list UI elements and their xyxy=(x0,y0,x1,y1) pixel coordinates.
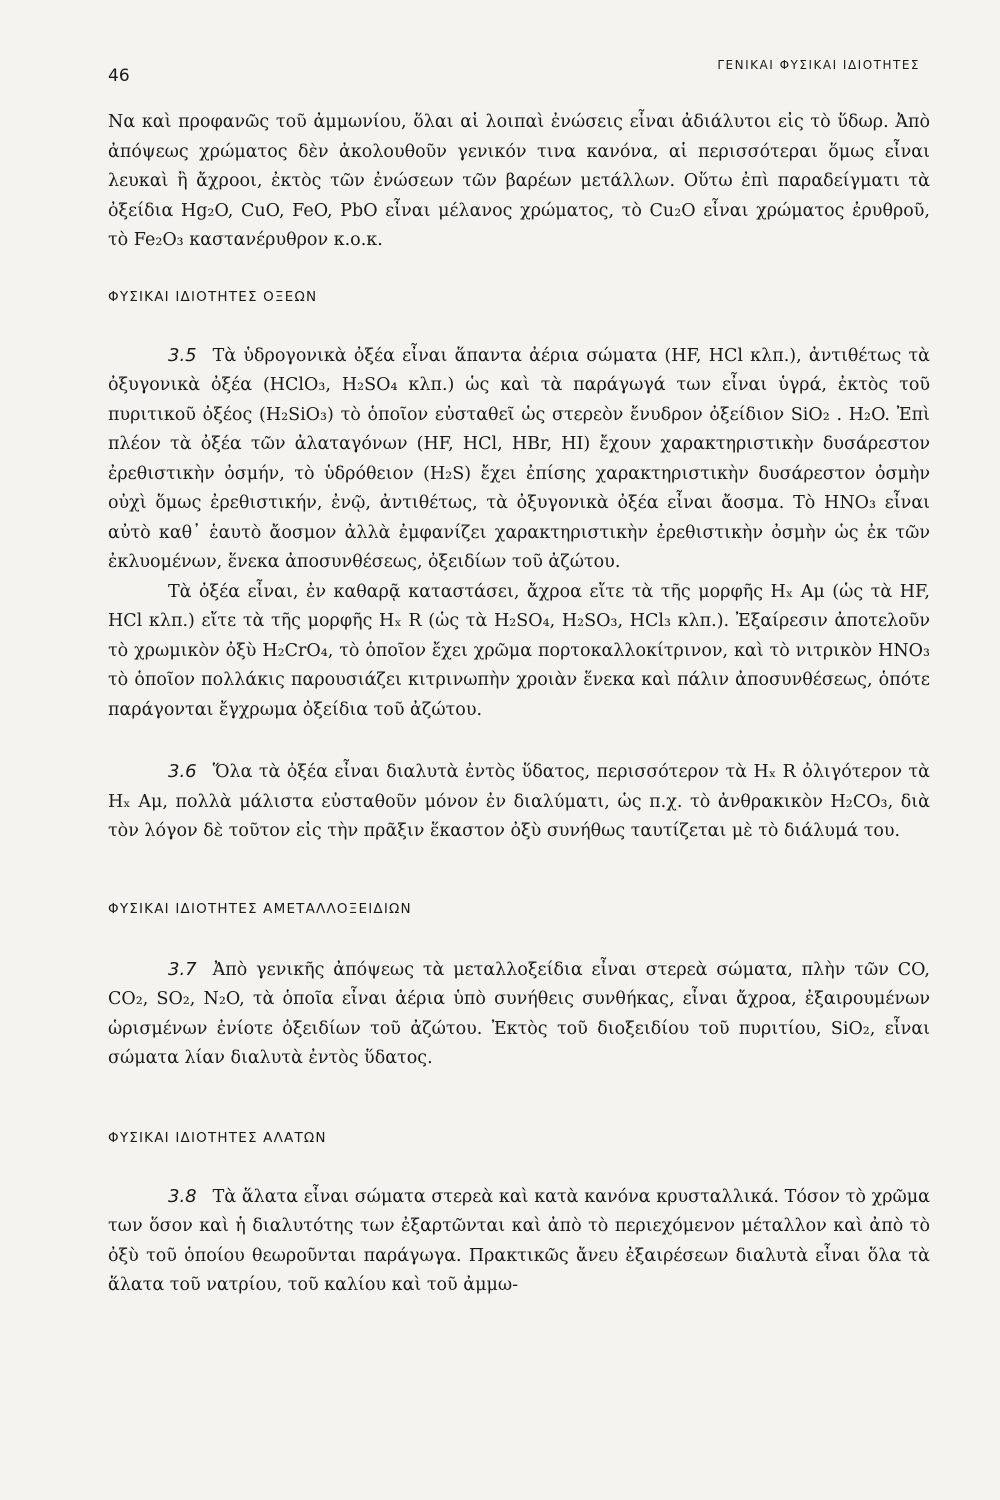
intro-paragraph: Να καὶ προφανῶς τοῦ ἀμμωνίου, ὅλαι αἱ λοιπαὶ ἐνώσεις εἶναι ἀδιάλυτοι εἰς τὸ ὕδωρ. Ἀπὸ ἀπόψεως χρώματος δὲν ἀκολουθοῦν γενικόν τινα κανόνα, αἱ περισσότεραι ὅμως εἶναι λευκαὶ ἢ ἄχροοι, ἐκτὸς τῶν ἐνώσεων τῶν βαρέων μετάλλων. Οὕτω ἐπὶ παραδείγματι τὰ ὀξείδια Hg₂O, CuO, FeO, PbO εἶναι μέλανος χρώματος, τὸ Cu₂O εἶναι χρώματος ἐρυθροῦ, τὸ Fe₂O₃ καστανέρυθρον κ.ο.κ. xyxy=(108,112,930,250)
running-title: ΓΕΝΙΚΑΙ ΦΥΣΙΚΑΙ ΙΔΙΟΤΗΤΕΣ xyxy=(717,58,920,72)
paragraph-3-5 xyxy=(108,341,930,578)
page-header xyxy=(108,58,920,88)
paragraph-number: 3.8 xyxy=(168,1185,197,1207)
paragraph-3-8 xyxy=(108,1182,930,1301)
paragraph-text: Τὰ ἅλατα εἶναι σώματα στερεὰ καὶ κατὰ κανόνα κρυσταλλικά. Τόσον τὸ χρῶμα των ὅσον καὶ ἡ διαλυτότης των ἐξαρτῶνται καὶ ἀπὸ τὸ περιεχόμενον μέταλλον καὶ ἀπὸ τὸ ὀξὺ τοῦ ὁποίου θεωροῦνται παράγωγα. Πρακτικῶς ἄνευ ἐξαιρέσεων διαλυτὰ εἶναι ὅλα τὰ ἅλατα τοῦ νατρίου, τοῦ καλίου καὶ τοῦ ἀμμω- xyxy=(108,1186,930,1295)
page-number: 46 xyxy=(108,66,130,86)
section-heading-acids: ΦΥΣΙΚΑΙ ΙΔΙΟΤΗΤΕΣ ΟΞΕΩΝ xyxy=(108,288,318,305)
paragraph-3-7 xyxy=(108,955,930,1074)
section-heading-nonmetal-oxides: ΦΥΣΙΚΑΙ ΙΔΙΟΤΗΤΕΣ ΑΜΕΤΑΛΛΟΞΕΙΔΙΩΝ xyxy=(108,900,412,917)
page-body xyxy=(108,108,930,1301)
paragraph-number: 3.6 xyxy=(168,761,197,782)
paragraph-text: Ὅλα τὰ ὀξέα εἶναι διαλυτὰ ἐντὸς ὕδατος, περισσότερον τὰ Hₓ R ὀλιγότερον τὰ Hₓ Αμ, πολλὰ μάλιστα εὐσταθοῦν μόνον ἐν διαλύματι, ὡς π.χ. τὸ ἀνθρακικὸν H₂CO₃, διὰ τὸν λόγον δὲ τοῦτον εἰς τὴν πρᾶξιν ἕκαστον ὀξὺ συνήθως ταυτίζεται μὲ τὸ διάλυμά του. xyxy=(108,762,930,841)
paragraph-number: 3.7 xyxy=(168,958,197,980)
section-heading-salts: ΦΥΣΙΚΑΙ ΙΔΙΟΤΗΤΕΣ ΑΛΑΤΩΝ xyxy=(108,1129,327,1146)
paragraph-text: Ἀπὸ γενικῆς ἀπόψεως τὰ μεταλλοξείδια εἶναι στερεὰ σώματα, πλὴν τῶν CO, CO₂, SO₂, N₂O, τὰ ὁποῖα εἶναι ἀέρια ὑπὸ συνήθεις συνθήκας, εἶναι ἄχροα, ἐξαιρουμένων ὡρισμένων ἐνίοτε ὀξειδίων τοῦ ἀζώτου. Ἐκτὸς τοῦ διοξειδίου τοῦ πυριτίου, SiO₂, εἶναι σώματα λίαν διαλυτὰ ἐντὸς ὕδατος. xyxy=(108,959,930,1068)
paragraph-number: 3.5 xyxy=(168,344,197,366)
paragraph-text: Τὰ ὑδρογονικὰ ὀξέα εἶναι ἅπαντα ἀέρια σώματα (HF, HCl κλπ.), ἀντιθέτως τὰ ὀξυγονικὰ ὀξέα (HClO₃, H₂SO₄ κλπ.) ὡς καὶ τὰ παράγωγά των εἶναι ὑγρά, ἐκτὸς τοῦ πυριτικοῦ ὀξέος (H₂SiO₃) τὸ ὁποῖον εὐσταθεῖ ὡς στερεὸν ἔνυδρον ὀξείδιον SiO₂ . H₂O. Ἐπὶ πλέον τὰ ὀξέα τῶν ἀλαταγόνων (HF, HCl, HBr, HI) ἔχουν χαρακτηριστικὴν δυσάρεστον ἐρεθιστικὴν ὀσμήν, τὸ ὑδρόθειον (H₂S) ἔχει ἐπίσης χαρακτηριστικὴν δυσάρεστον ὀσμὴν οὐχὶ ὅμως ἐρεθιστικήν, ἐνῷ, ἀντιθέτως, τὰ ὀξυγονικὰ ὀξέα εἶναι ἄοσμα. Τὸ HNO₃ εἶναι αὐτὸ καθ᾽ ἑαυτὸ ἄοσμον ἀλλὰ ἐμφανίζει χαρακτηριστικὴν ἐρεθιστικὴν ὀσμὴν ὡς ἐκ τῶν ἐκλυομένων, ἕνεκα ἀποσυνθέσεως, ὀξειδίων τοῦ ἀζώτου. xyxy=(108,345,930,572)
paragraph-acid-colors: Τὰ ὀξέα εἶναι, ἐν καθαρᾷ καταστάσει, ἄχροα εἴτε τὰ τῆς μορφῆς Hₓ Αμ (ὡς τὰ HF, HCl κλπ.) εἴτε τὰ τῆς μορφῆς Hₓ R (ὡς τὰ H₂SO₄, H₂SO₃, HCl₃ κλπ.). Ἐξαίρεσιν ἀποτελοῦν τὸ χρωμικὸν ὀξὺ H₂CrO₄, τὸ ὁποῖον ἔχει χρῶμα πορτοκαλλοκίτρινον, καὶ τὸ νιτρικὸν HNO₃ τὸ ὁποῖον πολλάκις παρουσιάζει κιτρινωπὴν χροιὰν ἕνεκα καὶ πάλιν ἀποσυνθέσεως, ὁπότε παράγονται ἔγχρωμα ὀξείδια τοῦ ἀζώτου. xyxy=(108,581,930,720)
paragraph-3-6 xyxy=(108,757,930,847)
